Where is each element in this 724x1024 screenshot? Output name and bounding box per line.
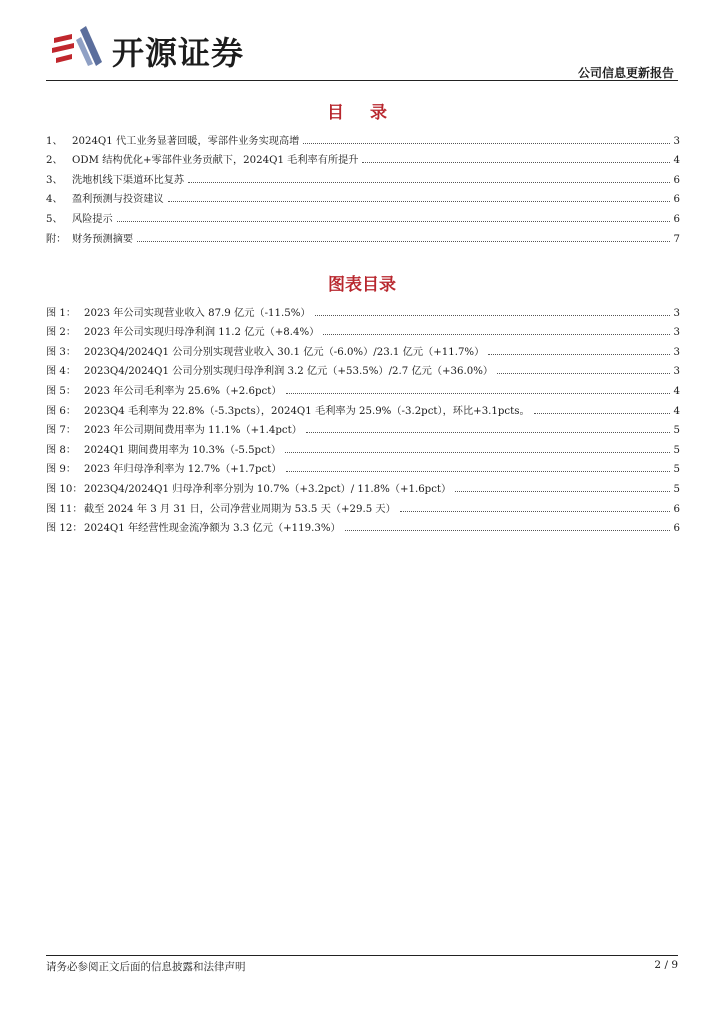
figures-title: 图表目录 xyxy=(328,275,396,295)
figure-page-number: 5 xyxy=(673,464,680,476)
toc-entry-text: 2024Q1 代工业务显著回暖，零部件业务实现高增 xyxy=(72,135,300,147)
figure-entry-text: 2023 年归母净利率为 12.7%（+1.7pct） xyxy=(84,464,282,476)
dot-leader xyxy=(168,200,670,202)
figure-entry-text: 2024Q1 期间费用率为 10.3%（-5.5pct） xyxy=(84,444,282,456)
figure-entry-text: 2023 年公司实现归母净利润 11.2 亿元（+8.4%） xyxy=(84,327,320,339)
footer-disclaimer: 请务必参阅正文后面的信息披露和法律声明 xyxy=(46,961,246,973)
dot-leader xyxy=(117,220,670,222)
dot-leader xyxy=(345,529,670,531)
dot-leader xyxy=(534,412,670,414)
dot-leader xyxy=(303,142,669,144)
figure-page-number: 4 xyxy=(673,405,680,417)
figures-list xyxy=(46,299,680,534)
dot-leader xyxy=(323,333,669,335)
dot-leader xyxy=(286,392,670,394)
figure-entry-text: 2024Q1 年经营性现金流净额为 3.3 亿元（+119.3%） xyxy=(84,523,341,535)
toc-title: 目 录 xyxy=(327,103,397,123)
figure-entry-text: 2023 年公司毛利率为 25.6%（+2.6pct） xyxy=(84,385,282,397)
dot-leader xyxy=(188,181,669,183)
dot-leader xyxy=(488,353,669,355)
toc-page-number: 7 xyxy=(673,233,680,245)
figure-entry[interactable]: 图 4： 2023Q4/2024Q1 公司分别实现归母净利润 3.2 亿元（+53.5%）/2.7 亿元（+36.0%） 3 xyxy=(46,358,680,378)
figure-entry-text: 2023Q4/2024Q1 公司分别实现归母净利润 3.2 亿元（+53.5%）/2.7 亿元（+36.0%） xyxy=(84,366,494,378)
figure-entry[interactable]: 图 9： 2023 年归母净利率为 12.7%（+1.7pct） 5 xyxy=(46,456,680,476)
toc-entry-text: 财务预测摘要 xyxy=(72,233,134,245)
toc-page-number: 6 xyxy=(673,194,680,206)
toc-entry[interactable]: 5、 风险提示 6 xyxy=(46,205,680,225)
figure-entry[interactable]: 图 7： 2023 年公司期间费用率为 11.1%（+1.4pct） 5 xyxy=(46,417,680,437)
figure-entry[interactable]: 图 10： 2023Q4/2024Q1 归母净利率分别为 10.7%（+3.2pct）/ 11.8%（+1.6pct） 5 xyxy=(46,475,680,495)
toc-entry-text: 盈利预测与投资建议 xyxy=(72,194,164,206)
figure-entry[interactable]: 图 3： 2023Q4/2024Q1 公司分别实现营业收入 30.1 亿元（-6.0%）/23.1 亿元（+11.7%） 3 xyxy=(46,338,680,358)
toc-page-number: 6 xyxy=(673,213,680,225)
figure-entry[interactable]: 图 12： 2024Q1 年经营性现金流净额为 3.3 亿元（+119.3%） 6 xyxy=(46,515,680,535)
toc-entry[interactable]: 2、 ODM 结构优化+零部件业务贡献下，2024Q1 毛利率有所提升 4 xyxy=(46,147,680,167)
toc-page-number: 3 xyxy=(673,135,680,147)
report-type: 公司信息更新报告 xyxy=(577,66,674,80)
toc-list xyxy=(46,127,680,245)
toc-page-number: 6 xyxy=(673,174,680,186)
figure-entry-text: 截至 2024 年 3 月 31 日，公司净营业周期为 53.5 天（+29.5 天） xyxy=(84,503,396,515)
figure-entry[interactable]: 图 11： 截至 2024 年 3 月 31 日，公司净营业周期为 53.5 天（+29.5 天） 6 xyxy=(46,495,680,515)
figure-entry-text: 2023Q4/2024Q1 公司分别实现营业收入 30.1 亿元（-6.0%）/23.1 亿元（+11.7%） xyxy=(84,346,485,358)
company-name: 开源证券 xyxy=(112,34,245,72)
toc-entry[interactable]: 3、 洗地机线下渠道环比复苏 6 xyxy=(46,166,680,186)
footer-divider xyxy=(46,955,678,956)
dot-leader xyxy=(285,451,669,453)
dot-leader xyxy=(286,470,670,472)
toc-entry[interactable]: 4、 盈利预测与投资建议 6 xyxy=(46,186,680,206)
toc-entry-text: ODM 结构优化+零部件业务贡献下，2024Q1 毛利率有所提升 xyxy=(72,155,359,167)
figure-page-number: 3 xyxy=(673,307,680,319)
kaiyuan-logo-icon xyxy=(50,24,106,66)
figure-page-number: 6 xyxy=(673,523,680,535)
dot-leader xyxy=(315,314,670,316)
figure-entry[interactable]: 图 1： 2023 年公司实现营业收入 87.9 亿元（-11.5%） 3 xyxy=(46,299,680,319)
header-divider xyxy=(46,80,678,81)
toc-entry-text: 洗地机线下渠道环比复苏 xyxy=(72,174,185,186)
toc-entry[interactable]: 附： 财务预测摘要 7 xyxy=(46,225,680,245)
page-number: 2 / 9 xyxy=(654,959,678,971)
figure-page-number: 3 xyxy=(673,346,680,358)
figure-page-number: 3 xyxy=(673,327,680,339)
figure-page-number: 6 xyxy=(673,503,680,515)
dot-leader xyxy=(497,372,669,374)
figure-page-number: 5 xyxy=(673,444,680,456)
dot-leader xyxy=(137,240,669,242)
figure-entry-text: 2023 年公司实现营业收入 87.9 亿元（-11.5%） xyxy=(84,307,311,319)
dot-leader xyxy=(362,161,669,163)
figure-entry[interactable]: 图 8： 2024Q1 期间费用率为 10.3%（-5.5pct） 5 xyxy=(46,436,680,456)
figure-entry-text: 2023Q4 毛利率为 22.8%（-5.3pcts），2024Q1 毛利率为 25.9%（-3.2pct），环比+3.1pcts。 xyxy=(84,405,530,417)
dot-leader xyxy=(400,510,670,512)
figure-entry-text: 2023Q4/2024Q1 归母净利率分别为 10.7%（+3.2pct）/ 11.8%（+1.6pct） xyxy=(84,483,452,495)
figure-entry[interactable]: 图 6： 2023Q4 毛利率为 22.8%（-5.3pcts），2024Q1 毛利率为 25.9%（-3.2pct），环比+3.1pcts。 4 xyxy=(46,397,680,417)
figure-page-number: 5 xyxy=(673,425,680,437)
figure-page-number: 3 xyxy=(673,366,680,378)
company-logo xyxy=(50,22,270,72)
figure-entry[interactable]: 图 2： 2023 年公司实现归母净利润 11.2 亿元（+8.4%） 3 xyxy=(46,319,680,339)
dot-leader xyxy=(306,431,670,433)
toc-page-number: 4 xyxy=(673,155,680,167)
figure-page-number: 5 xyxy=(673,483,680,495)
dot-leader xyxy=(455,490,669,492)
figure-page-number: 4 xyxy=(673,385,680,397)
toc-entry[interactable]: 1、 2024Q1 代工业务显著回暖，零部件业务实现高增 3 xyxy=(46,127,680,147)
figure-entry-text: 2023 年公司期间费用率为 11.1%（+1.4pct） xyxy=(84,425,302,437)
toc-entry-text: 风险提示 xyxy=(72,213,113,225)
figure-entry[interactable]: 图 5： 2023 年公司毛利率为 25.6%（+2.6pct） 4 xyxy=(46,377,680,397)
